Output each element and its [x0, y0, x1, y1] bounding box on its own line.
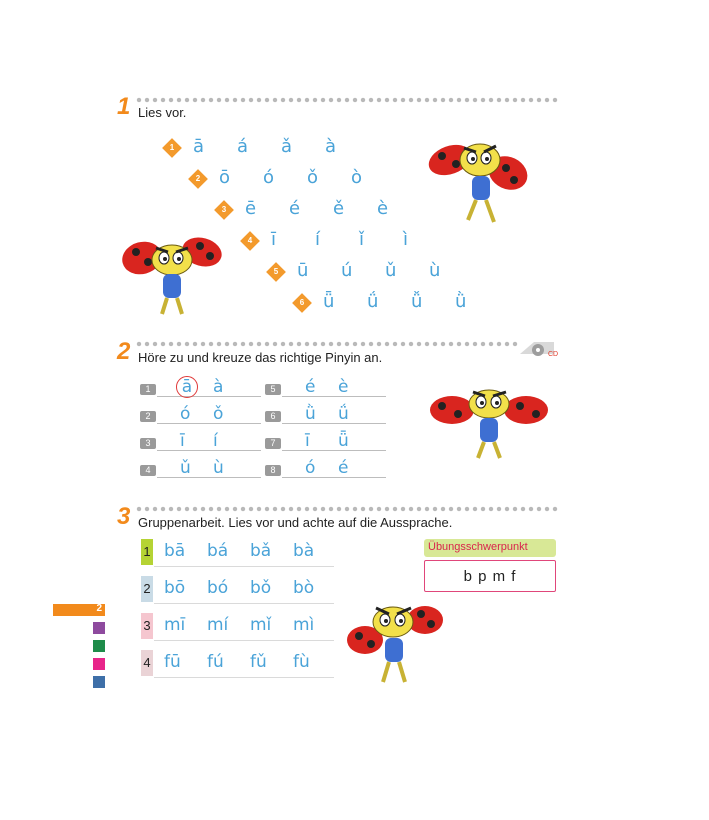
row-number: 5 — [273, 267, 279, 276]
pinyin-syllable: bà — [293, 541, 315, 561]
pinyin-syllable: bó — [207, 578, 229, 598]
section-tab[interactable] — [93, 622, 105, 634]
pinyin-syllable: bò — [293, 578, 315, 598]
row-underline — [154, 603, 334, 604]
item-number: 5 — [265, 384, 281, 395]
answer-line — [157, 477, 261, 478]
pinyin-syllable: á — [237, 136, 249, 157]
pinyin-syllable: ǚ — [411, 291, 423, 312]
svg-text:CD: CD — [548, 351, 558, 358]
pinyin-syllable: ǎ — [281, 136, 293, 157]
pinyin-syllable: ì — [403, 229, 409, 250]
focus-box — [424, 539, 556, 593]
exercise-number: 1 — [117, 93, 131, 120]
pinyin-syllable: ǐ — [359, 229, 365, 250]
pinyin-syllable: bǒ — [250, 578, 272, 598]
row-number: 1 — [169, 143, 175, 152]
answer-option[interactable]: ǒ — [213, 404, 224, 424]
pinyin-syllable: ù — [429, 260, 441, 281]
ladybug-illustration — [428, 128, 528, 228]
pinyin-syllable: mī — [164, 615, 186, 635]
answer-option[interactable]: ǔ — [180, 458, 191, 478]
row-underline — [154, 640, 334, 641]
pinyin-syllable: ě — [333, 198, 345, 219]
answer-line — [282, 396, 386, 397]
exercise-title: Höre zu und kreuze das richtige Pinyin an. — [138, 350, 383, 365]
pinyin-syllable: fù — [293, 652, 310, 672]
audio-cd-icon[interactable] — [516, 336, 558, 358]
answer-option[interactable]: ó — [180, 404, 191, 424]
page-number: 2 — [96, 603, 102, 614]
exercise-title: Gruppenarbeit. Lies vor und achte auf die Aussprache. — [138, 515, 453, 530]
answer-option[interactable]: ǜ — [305, 404, 316, 424]
pinyin-syllable: ǔ — [385, 260, 397, 281]
answer-option[interactable]: é — [338, 458, 349, 478]
answer-option[interactable]: í — [213, 431, 218, 451]
row-number-marker — [240, 231, 260, 251]
section-tab[interactable] — [93, 676, 105, 688]
pinyin-syllable: fǔ — [250, 652, 267, 672]
item-number: 2 — [140, 411, 156, 422]
pinyin-syllable: à — [325, 136, 337, 157]
ladybug-illustration — [430, 380, 548, 460]
divider-dots — [135, 341, 520, 347]
pinyin-syllable: é — [289, 198, 301, 219]
section-tab[interactable] — [93, 640, 105, 652]
pinyin-syllable: bá — [207, 541, 229, 561]
pinyin-syllable: ō — [219, 167, 231, 188]
pinyin-syllable: ǖ — [323, 291, 335, 312]
pinyin-syllable: ò — [351, 167, 363, 188]
ladybug-illustration — [345, 596, 445, 686]
pinyin-syllable: ǘ — [367, 291, 379, 312]
row-number: 4 — [141, 650, 153, 676]
pinyin-syllable: í — [315, 229, 321, 250]
pinyin-syllable: ú — [341, 260, 353, 281]
item-number: 3 — [140, 438, 156, 449]
row-number: 3 — [221, 205, 227, 214]
answer-option[interactable]: ó — [305, 458, 316, 478]
exercise-number: 3 — [117, 503, 131, 530]
answer-option[interactable]: ā — [176, 376, 198, 398]
row-number: 4 — [247, 236, 253, 245]
answer-line — [282, 477, 386, 478]
pinyin-syllable: bō — [164, 578, 186, 598]
item-number: 6 — [265, 411, 281, 422]
row-number-marker — [266, 262, 286, 282]
ladybug-illustration — [122, 228, 222, 318]
page-number-bar — [53, 604, 105, 616]
pinyin-syllable: ó — [263, 167, 275, 188]
row-underline — [154, 566, 334, 567]
answer-line — [282, 423, 386, 424]
pinyin-syllable: fú — [207, 652, 224, 672]
pinyin-syllable: ē — [245, 198, 257, 219]
row-number-marker — [188, 169, 208, 189]
pinyin-syllable: fū — [164, 652, 181, 672]
pinyin-syllable: ā — [193, 136, 205, 157]
answer-line — [282, 450, 386, 451]
divider-dots — [135, 97, 560, 103]
answer-option[interactable]: ī — [305, 431, 310, 451]
answer-line — [157, 396, 261, 397]
pinyin-syllable: ū — [297, 260, 309, 281]
answer-option[interactable]: ǖ — [338, 431, 349, 451]
item-number: 8 — [265, 465, 281, 476]
answer-line — [157, 450, 261, 451]
divider-dots — [135, 506, 560, 512]
exercise-title: Lies vor. — [138, 105, 187, 120]
focus-content: b p m f — [463, 568, 517, 585]
row-number: 3 — [141, 613, 153, 639]
row-number: 2 — [141, 576, 153, 602]
focus-title: Übungsschwerpunkt — [428, 541, 528, 553]
pinyin-syllable: è — [377, 198, 389, 219]
row-number-marker — [214, 200, 234, 220]
pinyin-syllable: mí — [207, 615, 229, 635]
row-number: 2 — [195, 174, 201, 183]
item-number: 1 — [140, 384, 156, 395]
row-number: 1 — [141, 539, 153, 565]
exercise-number: 2 — [117, 338, 131, 365]
pinyin-syllable: ǒ — [307, 167, 319, 188]
pinyin-syllable: bā — [164, 541, 186, 561]
row-number-marker — [292, 293, 312, 313]
answer-option[interactable]: à — [213, 377, 224, 397]
pinyin-syllable: ǜ — [455, 291, 467, 312]
answer-line — [157, 423, 261, 424]
item-number: 7 — [265, 438, 281, 449]
pinyin-syllable: mǐ — [250, 615, 272, 635]
pinyin-syllable: bǎ — [250, 541, 272, 561]
row-underline — [154, 677, 334, 678]
answer-option[interactable]: ǘ — [338, 404, 349, 424]
item-number: 4 — [140, 465, 156, 476]
pinyin-syllable: ī — [271, 229, 277, 250]
section-tab[interactable] — [93, 658, 105, 670]
row-number: 6 — [299, 298, 305, 307]
answer-option[interactable]: è — [338, 377, 349, 397]
row-number-marker — [162, 138, 182, 158]
answer-option[interactable]: ù — [213, 458, 224, 478]
answer-option[interactable]: é — [305, 377, 316, 397]
pinyin-syllable: mì — [293, 615, 315, 635]
answer-option[interactable]: ī — [180, 431, 185, 451]
